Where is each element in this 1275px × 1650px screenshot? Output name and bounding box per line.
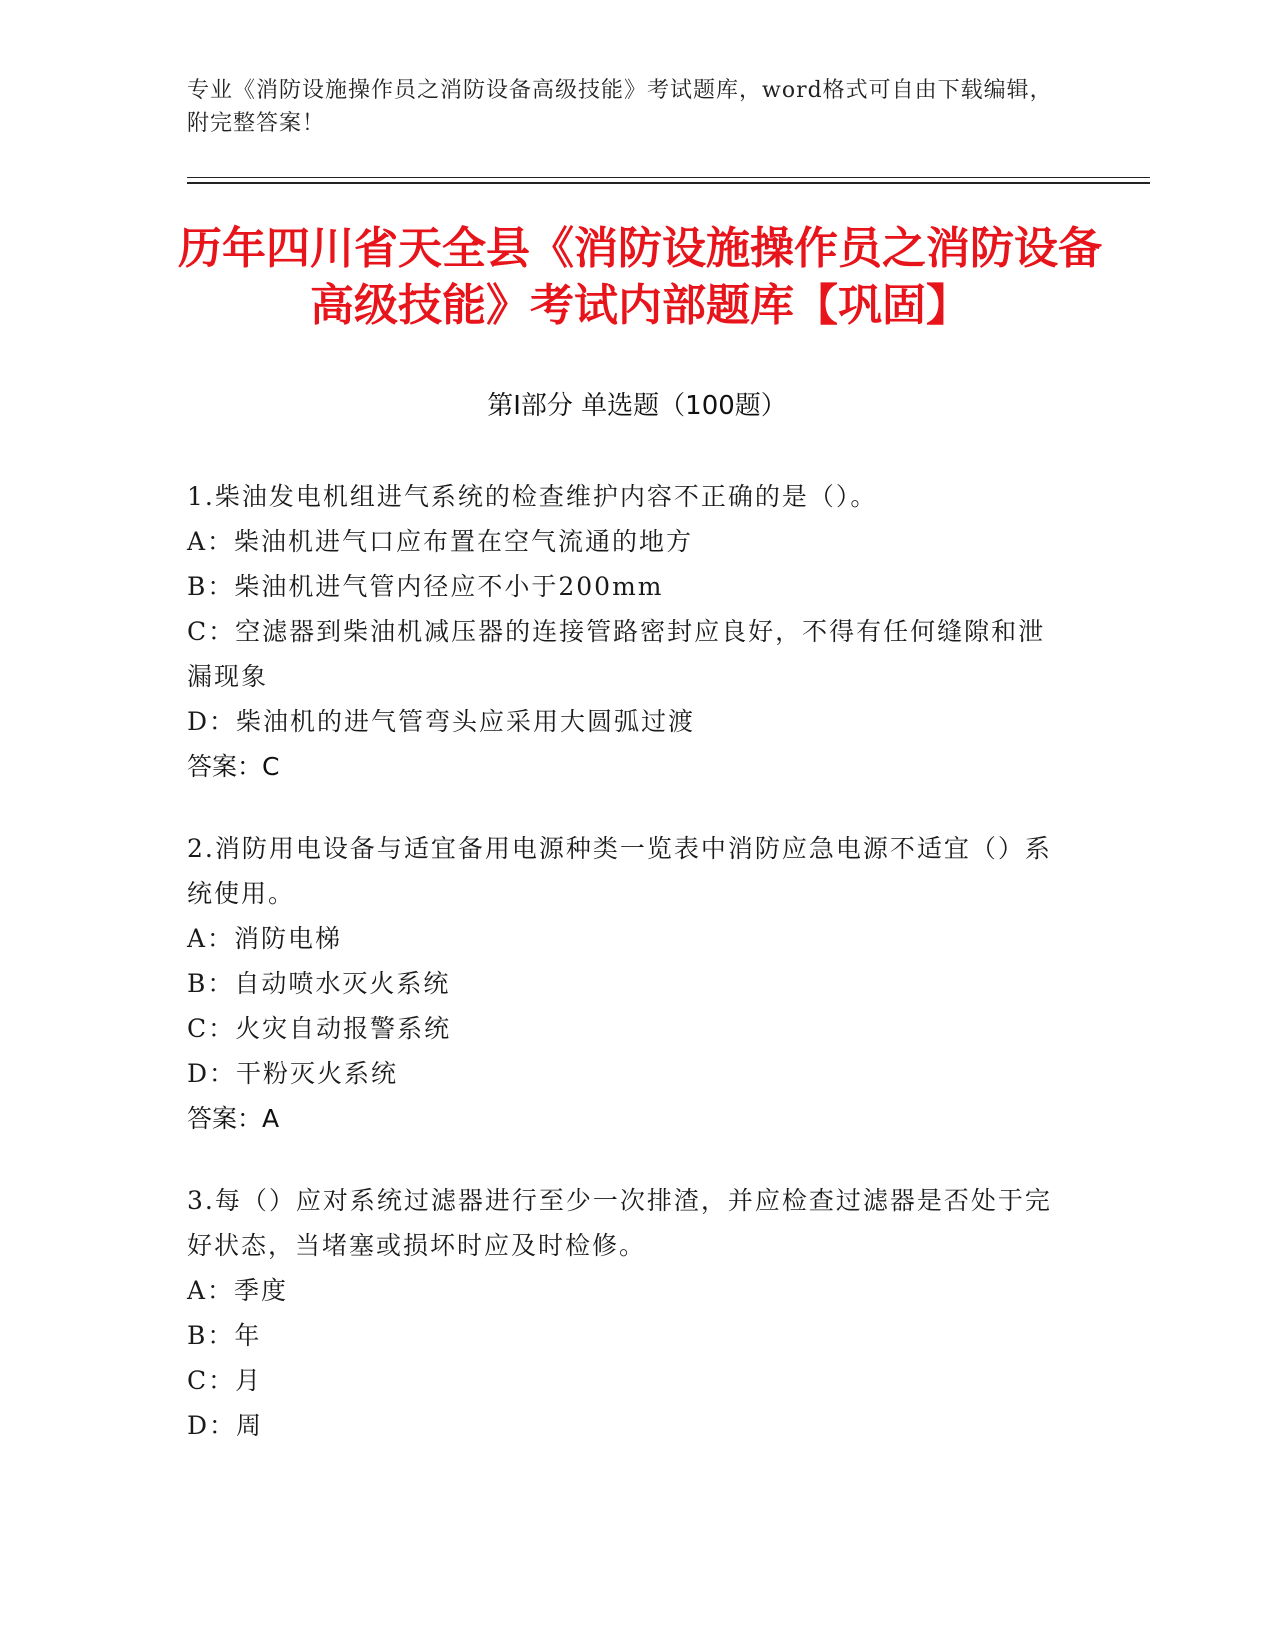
header-note: 专业《消防设施操作员之消防设备高级技能》考试题库，word格式可自由下载编辑，附完整答案！ <box>187 78 1053 136</box>
document-title: 历年四川省天全县《消防设施操作员之消防设备高级技能》考试内部题库【巩固】 <box>178 223 1102 331</box>
option-c: C：火灾自动报警系统 <box>187 1014 452 1043</box>
question-stem: 1.柴油发电机组进气系统的检查维护内容不正确的是（）。 <box>187 482 878 511</box>
option-b: B：年 <box>187 1321 262 1350</box>
option-c: C：月 <box>187 1366 263 1395</box>
option-c: C：空滤器到柴油机减压器的连接管路密封应良好，不得有任何缝隙和泄漏现象 <box>187 617 1046 691</box>
question-stem: 2.消防用电设备与适宜备用电源种类一览表中消防应急电源不适宜（）系统使用。 <box>187 834 1052 908</box>
header-divider-thick <box>187 182 1150 184</box>
answer: 答案：C <box>187 752 280 781</box>
answer: 答案：A <box>187 1104 280 1133</box>
option-b: B：自动喷水灭火系统 <box>187 969 451 998</box>
option-d: D：干粉灭火系统 <box>187 1059 399 1088</box>
question-3 <box>187 1178 1072 1448</box>
option-d: D：柴油机的进气管弯头应采用大圆弧过渡 <box>187 707 696 736</box>
question-list <box>187 474 1072 1485</box>
question-2 <box>187 826 1072 1141</box>
option-b: B：柴油机进气管内径应不小于200mm <box>187 572 664 601</box>
option-a: A：消防电梯 <box>187 924 343 953</box>
option-a: A：柴油机进气口应布置在空气流通的地方 <box>187 527 694 556</box>
option-d: D：周 <box>187 1411 264 1440</box>
header-divider <box>187 177 1150 178</box>
option-a: A：季度 <box>187 1276 289 1305</box>
section-heading: 第I部分 单选题（100题） <box>487 391 787 421</box>
question-stem: 3.每（）应对系统过滤器进行至少一次排渣，并应检查过滤器是否处于完好状态，当堵塞或损坏时应及时检修。 <box>187 1186 1052 1260</box>
question-1 <box>187 474 1072 789</box>
